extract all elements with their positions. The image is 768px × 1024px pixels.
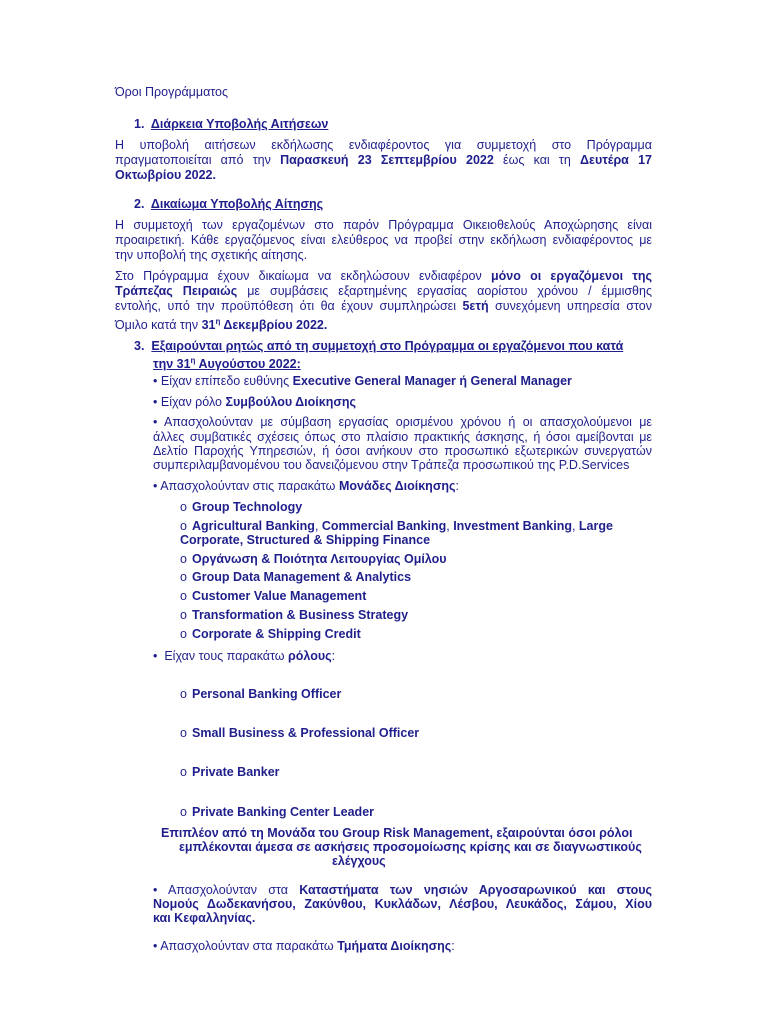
bullet-icon: • [153, 649, 158, 663]
b6-line-3: και Κεφαλληνίας. [153, 911, 256, 925]
section-1-title: Διάρκεια Υποβολής Αιτήσεων [150, 117, 329, 131]
bullet-icon: • [153, 415, 158, 429]
s2-p2-l3-text2: συνεχόμενη υπηρεσία στον [495, 299, 652, 313]
circle-bullet-icon: o [180, 726, 187, 740]
s1-line-2 [115, 153, 652, 168]
unit-item [180, 608, 408, 623]
role-item [180, 687, 341, 702]
risk-line-1: Επιπλέον από τη Μονάδα του Group Risk Management, εξαιρούνται όσοι ρόλοι [161, 826, 633, 840]
b6-line-2: Νομούς Δωδεκανήσου, Ζακύνθου, Κυκλάδων, Λέσβου, Λευκάδος, Σάμου, Χίου [153, 897, 652, 911]
s1-l2-text2: έως και τη [503, 153, 571, 167]
risk-line-2: εμπλέκονται άμεσα σε ασκήσεις προσομοίωσης κρίσης και σε διαγνωστικούς [179, 840, 642, 854]
s2-p2-line-2 [115, 284, 652, 299]
circle-bullet-icon: o [180, 500, 187, 514]
b3-line-4: συμπεριλαμβανομένου του δανειζόμενου στην Τράπεζα προσωπικού της P.D.Services [153, 458, 630, 472]
s2-p2-bank-name: Τράπεζας Πειραιώς [115, 284, 238, 298]
s1-end-date-a: Δευτέρα 17 [580, 153, 652, 167]
section-3-heading-l2 [153, 353, 301, 372]
s3-h-month: Αυγούστου 2022: [198, 357, 301, 372]
b2-text: Είχαν ρόλο [160, 395, 223, 409]
b5-colon: : [331, 649, 336, 663]
s2-p2-l4-text: Όμιλο κατά την [115, 318, 199, 333]
circle-bullet-icon: o [180, 608, 187, 622]
s1-line-1: Η υποβολή αιτήσεων εκδήλωσης ενδιαφέροντος για συμμετοχή στο Πρόγραμμα [115, 138, 652, 152]
page-title: Όροι Προγράμματος [115, 85, 229, 99]
bullet-1 [153, 374, 572, 389]
s2-p2-date [202, 318, 328, 332]
unit-item [180, 589, 366, 604]
s2-p1-line-2: προαιρετική. Κάθε εργαζόμενος είναι ελεύθερος να προβεί στην εκδήλωση ενδιαφέροντος με [115, 233, 652, 247]
s2-p2-line-1 [115, 269, 652, 284]
b5-text: Είχαν τους παρακάτω [164, 649, 285, 663]
b1-text: Είχαν επίπεδο ευθύνης [160, 374, 290, 388]
s2-p2-month: Δεκεμβρίου 2022. [223, 318, 328, 333]
section-1-heading [134, 117, 328, 132]
circle-bullet-icon: o [180, 765, 187, 779]
unit-label: Corporate & Shipping Credit [192, 627, 361, 641]
unit-label: Commercial Banking [321, 519, 447, 533]
bullet-icon: • [153, 479, 158, 493]
s3-h-sup: η [190, 356, 196, 365]
unit-label: Agricultural Banking [192, 519, 315, 533]
unit-label: Large [578, 519, 613, 533]
b6-line-1 [153, 883, 652, 898]
bullet-2 [153, 395, 356, 410]
s2-p1-line-3: την υποβολή της σχετικής αίτησης. [115, 248, 308, 262]
circle-bullet-icon: o [180, 805, 187, 819]
unit-item [180, 552, 447, 567]
role-item [180, 805, 374, 820]
section-3-title-l1: Εξαιρούνται ρητώς από τη συμμετοχή στο Πρόγραμμα οι εργαζόμενοι που κατά [151, 339, 624, 353]
s2-p2-l2-text: με συμβάσεις εξαρτημένης εργασίας αορίστου χρόνου / έμμισθης [247, 284, 652, 298]
circle-bullet-icon: o [180, 552, 187, 566]
role-item [180, 765, 280, 780]
circle-bullet-icon: o [180, 570, 187, 584]
circle-bullet-icon: o [180, 519, 187, 533]
s2-p2-line-4 [115, 314, 327, 333]
b4-colon: : [455, 479, 459, 493]
circle-bullet-icon: o [180, 627, 187, 641]
s1-l2-text: πραγματοποιείται από την [115, 153, 271, 167]
unit-label: Οργάνωση & Ποιότητα Λειτουργίας Ομίλου [192, 552, 447, 566]
role-label: Private Banker [192, 765, 280, 779]
unit-label: Group Data Management & Analytics [192, 570, 412, 584]
s2-p2-l3-text: εντολής, υπό την προϋπόθεση ότι θα έχουν συμπληρώσει [115, 299, 457, 313]
unit-item [180, 627, 361, 642]
unit-item [180, 570, 411, 585]
b7-colon: : [451, 939, 455, 953]
section-3-number: 3. [134, 339, 145, 353]
role-item [180, 726, 419, 741]
unit-label: Investment Banking [453, 519, 572, 533]
circle-bullet-icon: o [180, 589, 187, 603]
b4-text: Απασχολούνταν στις παρακάτω [160, 479, 336, 493]
b7-bold: Τμήματα Διοίκησης [337, 939, 452, 953]
bullet-icon: • [153, 883, 158, 897]
section-1-number: 1. [134, 117, 145, 131]
b3-line-1 [153, 415, 652, 430]
role-label: Private Banking Center Leader [192, 805, 375, 819]
s2-p2-years: 5ετή [462, 299, 489, 313]
unit-label: Transformation & Business Strategy [192, 608, 409, 622]
b4-bold: Μονάδες Διοίκησης [338, 479, 456, 493]
s2-p2-l1-text: Στο Πρόγραμμα έχουν δικαίωμα να εκδηλώσουν ενδιαφέρον [115, 269, 482, 283]
bullet-7 [153, 939, 455, 954]
bullet-icon: • [153, 939, 158, 953]
unit-item: o Agricultural Banking, Commercial Banking, Investment Banking, Large [180, 519, 613, 533]
bullet-icon: • [153, 395, 158, 409]
s2-p1-line-1: Η συμμετοχή των εργαζομένων στο παρόν Πρόγραμμα Οικειοθελούς Αποχώρησης είναι [115, 218, 652, 232]
s1-end-date-b: Οκτωβρίου 2022. [115, 168, 216, 182]
b3-line-2: άλλες συμβατικές σχέσεις όπως στο πλαίσιο πρακτικής άσκησης, ή όσοι αμείβονται με [153, 430, 652, 444]
circle-bullet-icon: o [180, 687, 187, 701]
s2-p2-line-3 [115, 299, 652, 314]
section-2-number: 2. [134, 197, 145, 211]
s2-p2-l1-bold: μόνο οι εργαζόμενοι της [491, 269, 652, 283]
bullet-icon: • [153, 374, 158, 388]
unit-item-cont: Corporate, Structured & Shipping Finance [180, 533, 431, 547]
b3-l1-text: Απασχολούνταν με σύμβαση εργασίας ορισμένου χρόνου ή οι απασχολούμενοι με [164, 415, 652, 429]
bullet-5 [153, 649, 335, 664]
b1-bold: Executive General Manager ή General Manager [292, 374, 572, 388]
role-label: Small Business & Professional Officer [192, 726, 420, 740]
risk-line-3: ελέγχους [332, 854, 386, 868]
section-3-heading-l1 [134, 339, 623, 354]
s2-p2-day: 31 [201, 318, 216, 333]
b5-bold: ρόλους [288, 649, 332, 663]
s2-p2-sup: η [215, 317, 221, 326]
b2-bold: Συμβούλου Διοίκησης [225, 395, 357, 409]
role-label: Personal Banking Officer [192, 687, 342, 701]
unit-label: Customer Value Management [192, 589, 367, 603]
unit-label: Group Technology [192, 500, 303, 514]
section-2-title: Δικαίωμα Υποβολής Αίτησης [150, 197, 324, 211]
b6-bold: Καταστήματα των νησιών Αργοσαρωνικού και στους [299, 883, 652, 897]
b6-text: Απασχολούνταν στα [167, 883, 288, 897]
bullet-4 [153, 479, 459, 494]
unit-item [180, 500, 302, 515]
section-2-heading [134, 197, 323, 212]
b7-text: Απασχολούνταν στα παρακάτω [160, 939, 334, 953]
s1-start-date: Παρασκευή 23 Σεπτεμβρίου 2022 [280, 153, 494, 167]
s3-h-day: την 31 [153, 357, 191, 372]
b3-line-3: Δελτίο Παροχής Υπηρεσιών, ή όσοι ανήκουν στο προσωπικό εξωτερικών συνεργατών [153, 444, 652, 458]
